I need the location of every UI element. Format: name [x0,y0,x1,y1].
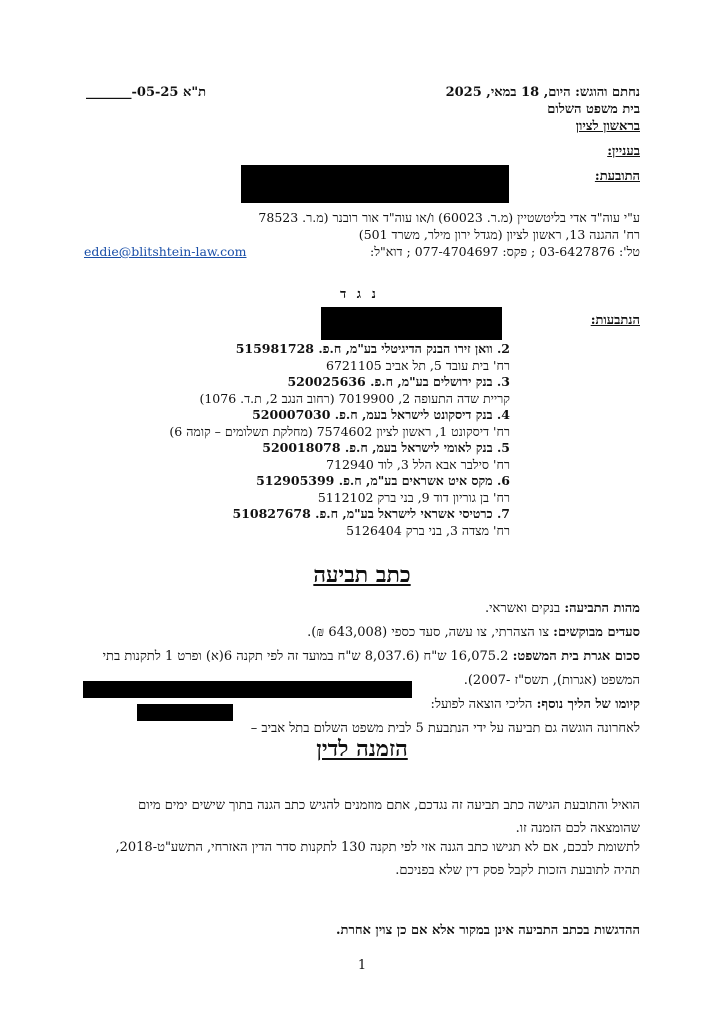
defendant-name: 4. בנק דיסקונט לישראל בעמ, ח.פ. 520007030 [252,407,510,422]
defendant-address: רח' מצדה 3, בני ברק 5126404 [346,522,510,538]
plaintiff-name-redaction [241,165,509,203]
defendant-address: קריית שדה התעופה 2, 7019900 (רחוב הנגב 2, ת.ד. 1076) [199,390,510,406]
fee-row-cont: המשפט (אגרות), תשס"ז -2007). [463,673,640,688]
recent-claim-line: לאחרונה הוגשה גם תביעה על ידי הנתבעת 5 לבית משפט השלום בתל אביב – [250,721,640,736]
other-proc-label: קיומו של הליך נוסף: [536,697,640,712]
defendant-address: רח' סילבר אבא הלל 3, לוד 712940 [326,456,510,472]
nature-value: בנקים ואשראי. [485,601,561,616]
filed-line: נחתם והוגש: היום, 18 במאי, 2025 [445,85,640,100]
remedies-value: צו הצהרתי, צו עשה, סעד כספי (643,008 ₪). [307,625,550,640]
defendant-name: 6. מקס איט אשראים בע"מ, ח.פ. 512905399 [256,473,510,488]
emphasis-note: ההדגשות בכתב התביעה אינן במקור אלא אם כן צוין אחרת. [336,923,640,938]
other-proc-redaction [83,681,412,698]
plaintiff-label: התובעת: [594,169,640,184]
nature-label: מהות התביעה: [564,601,640,616]
defendants-label: הנתבעות: [590,313,640,328]
nature-row [485,600,640,616]
defendant-address: רח' בן גוריון דוד 9, בני ברק 5112102 [317,489,510,505]
defendant-name: 7. כרטיסי אשראי לישראל בע"מ, ח.פ. 510827678 [232,506,510,521]
claim-title: כתב תביעה [313,562,411,588]
plaintiff-lawyers: ע"י עוה"ד אדי בליטשטיין (מ.ר. 60023) ו/או עוה"ד אור רובנר (מ.ר. 78523 [258,210,640,225]
case-redaction [137,704,233,721]
plaintiff-contact: טל': 03-6427876 ; פקס: 077-4704697 ; דוא"ל: [370,244,640,259]
plaintiff-address: רח' ההגנה 13, ראשון לציון (מגדל ירון מילר, משרד 501) [358,227,640,242]
remedies-label: סעדים מבוקשים: [553,625,640,640]
defendant-name: 5. בנק לאומי לישראל בעמ, ח.פ. 520018078 [262,440,510,455]
page-number: 1 [357,958,367,973]
other-proc-row [430,696,640,712]
other-proc-value: הליכי הוצאה לפועל: [430,697,533,712]
summons-p2-line2: תהיה לתובעת הזכות לקבל פסק דין שלא בפניכם. [395,863,640,878]
court-name: בית משפט השלום [547,102,640,117]
court-location: בראשון לציון [575,119,640,134]
matter-label: בעניין: [607,144,640,159]
case-number: ת"א ‎_______‎-05-25 [86,85,207,100]
defendant-name: 2. וואן זירו הבנק הדיגיטלי בע"מ, ח.פ. 515981728 [235,341,510,356]
summons-title: הזמנה לדין [316,736,408,762]
fee-row [103,648,640,664]
fee-label: סכום אגרת בית המשפט: [512,649,640,664]
remedies-row [307,624,640,640]
summons-p2-line1: לתשומת לבכם, אם לא תגישו כתב הגנה אזי לפי תקנה 130 לתקנות סדר הדין האזרחי, התשע"ט-2018, [115,840,640,855]
defendant-1-redaction [321,307,502,340]
defendant-address: רח' בית עובד 5, תל אביב 6721105 [326,357,510,373]
defendants-list [30,341,510,539]
defendant-address: רח' דיסקונט 1, ראשון לציון 7574602 (מחלקת תשלומים – קומה 6) [169,423,510,439]
plaintiff-email-link[interactable]: eddie@blitshtein-law.com [84,244,247,259]
summons-p1-line1: הואיל והתובעת הגישה כתב תביעה זה נגדכם, אתם מוזמנים להגיש כתב הגנה בתוך שישים ימים מיום [138,798,640,813]
defendant-name: 3. בנק ירושלים בע"מ, ח.פ. 520025636 [287,374,510,389]
fee-value: 16,075.2 ש"ח (8,037.6 ש"ח במועד זה לפי תקנה 6(א) ופרט 1 לתקנות בתי [102,649,509,664]
summons-p1-line2: שהומצאה לכם הזמנה זו. [515,821,640,836]
versus-label: נ ג ד [340,287,376,302]
